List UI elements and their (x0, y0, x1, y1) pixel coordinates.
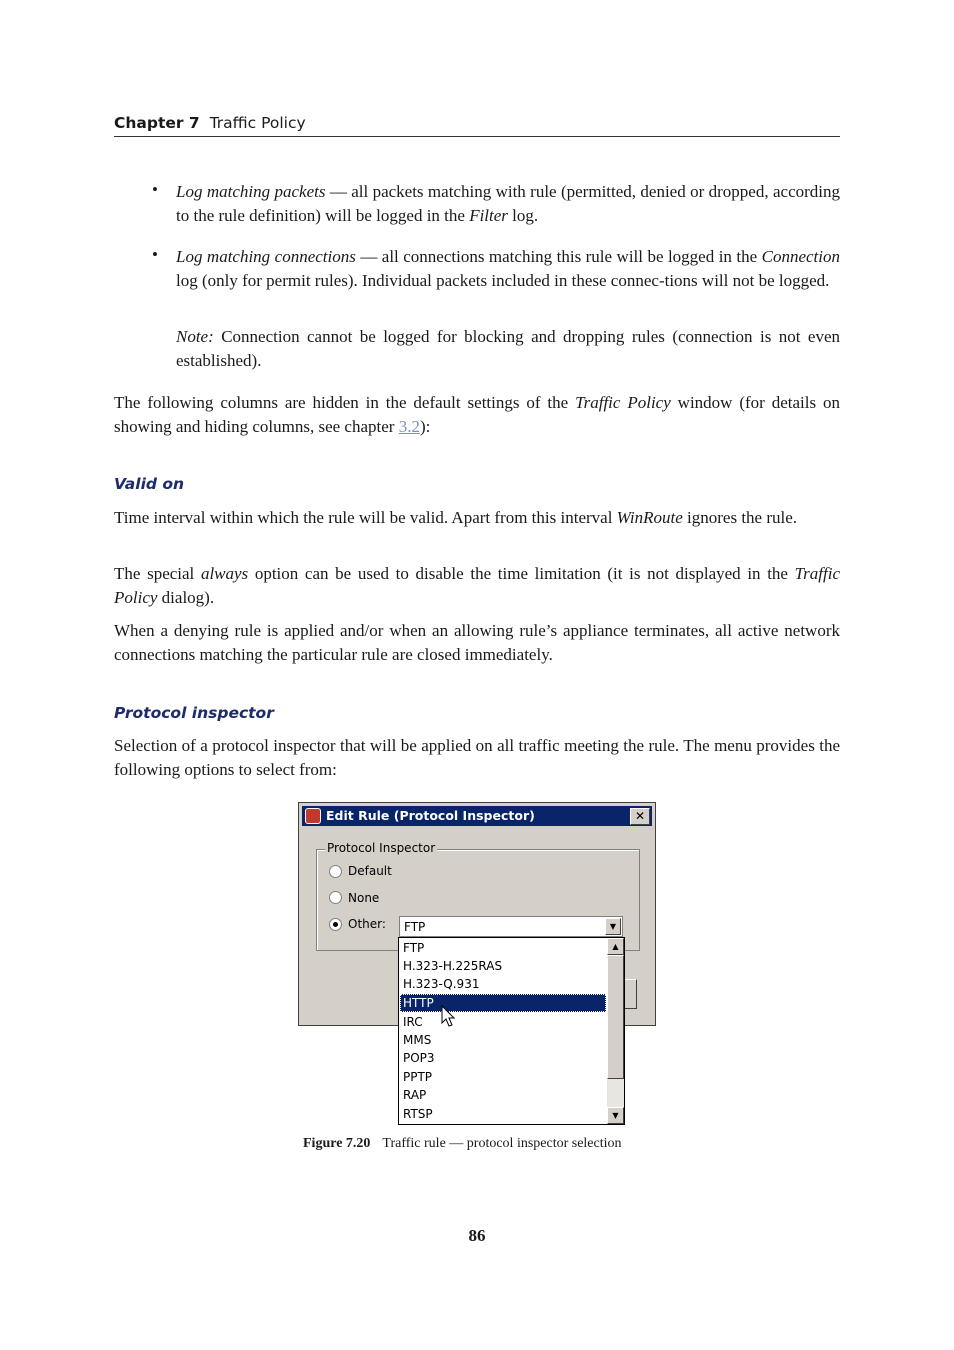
term: Log matching connections (176, 247, 356, 266)
section-heading-valid-on: Valid on (114, 475, 185, 493)
paragraph: Time interval within which the rule will be valid. Apart from this interval WinRoute ignores the rule. (114, 508, 798, 527)
scrollbar[interactable] (607, 938, 624, 1124)
section-heading-protocol-inspector: Protocol inspector (114, 704, 274, 722)
radio-other[interactable] (329, 918, 342, 931)
protocol-dropdown-list (398, 937, 625, 1125)
radio-none-label: None (348, 891, 380, 905)
radio-default[interactable] (329, 865, 342, 878)
list-item[interactable]: POP3 (403, 1051, 435, 1065)
list-item[interactable]: IRC (403, 1015, 423, 1029)
scroll-up-icon[interactable]: ▲ (607, 938, 624, 955)
list-item[interactable]: H.323-Q.931 (403, 977, 480, 991)
term: Log matching packets (176, 182, 326, 201)
protocol-select[interactable] (399, 916, 623, 937)
list-item[interactable]: RTSP (403, 1107, 433, 1121)
dialog-titlebar (302, 806, 652, 826)
bullet-marker: • (152, 245, 158, 264)
chapter-title: Traffic Policy (209, 114, 306, 132)
note: Note: Connection cannot be logged for blocking and dropping rules (connection is not even established). (176, 327, 840, 370)
bullet-marker: • (152, 180, 158, 199)
list-item[interactable]: FTP (403, 941, 425, 955)
list-item[interactable]: PPTP (403, 1070, 433, 1084)
bullet-log-packets: Log matching packets — all packets matching with rule (permitted, denied or dropped, according to the rule definition) will be logged in the Filter log. (176, 182, 840, 225)
bullet-log-connections: Log matching connections — all connections matching this rule will be logged in the Connection log (only for permit rules). Individual packets included in these connec-tions will not be logged. (176, 247, 841, 290)
scrollbar-thumb[interactable] (607, 955, 624, 1079)
paragraph: The special always option can be used to disable the time limitation (it is not displayed in the Traffic Policy dialog). (114, 564, 840, 607)
hidden-columns-paragraph: The following columns are hidden in the default settings of the Traffic Policy window (for details on showing and hiding columns, see chapter 3.2): (114, 393, 840, 436)
figure-caption (303, 1136, 622, 1152)
list-item[interactable]: RAP (403, 1088, 427, 1102)
paragraph: When a denying rule is applied and/or when an allowing rule’s appliance terminates, all active network connections matching the particular rule are closed immediately. (114, 621, 840, 664)
radio-none[interactable] (329, 891, 342, 904)
running-header (114, 114, 840, 137)
list-item[interactable]: MMS (403, 1033, 432, 1047)
app-icon (305, 808, 321, 824)
mouse-cursor-icon (441, 1005, 457, 1029)
radio-default-label: Default (348, 864, 392, 878)
scroll-down-icon[interactable]: ▼ (607, 1107, 624, 1124)
list-item[interactable]: H.323-H.225RAS (403, 959, 503, 973)
close-icon[interactable]: ✕ (630, 808, 650, 825)
dialog-title: Edit Rule (Protocol Inspector) (326, 808, 535, 823)
chapter-label: Chapter 7 (114, 114, 200, 132)
paragraph: Selection of a protocol inspector that will be applied on all traffic meeting the rule. The menu provides the following options to select from: (114, 736, 840, 779)
page-number: 86 (468, 1226, 486, 1245)
chapter-link[interactable]: 3.2 (398, 417, 420, 436)
figure-label: Figure 7.20 (303, 1136, 371, 1151)
list-item-selected[interactable]: HTTP (400, 994, 606, 1012)
group-label: Protocol Inspector (327, 841, 436, 855)
radio-other-label: Other: (348, 917, 386, 931)
protocol-select-value: FTP (404, 920, 426, 934)
chevron-down-icon[interactable]: ▼ (605, 918, 621, 935)
figure-text: Traffic rule — protocol inspector selection (382, 1136, 622, 1151)
